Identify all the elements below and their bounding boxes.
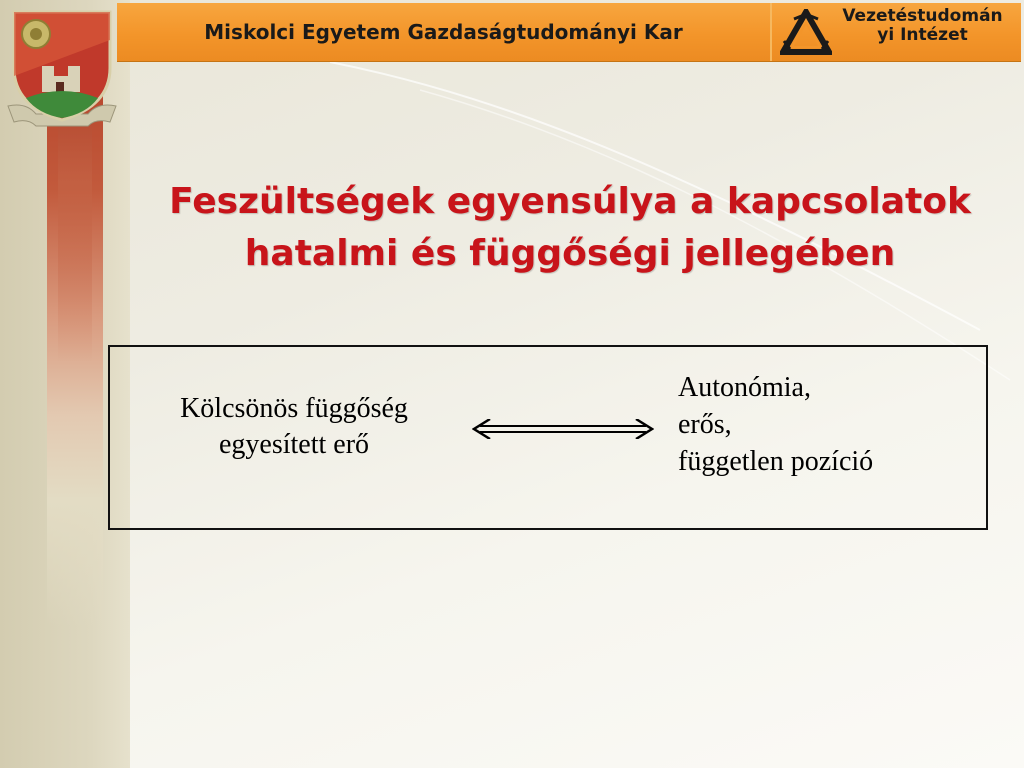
- university-crest-icon: [6, 6, 118, 134]
- department-name: [830, 7, 1015, 45]
- right-concept-line1: Autonómia,: [678, 372, 811, 403]
- faculty-title: Miskolci Egyetem Gazdaságtudományi Kar: [204, 20, 683, 44]
- department-name-line2: yi Intézet: [877, 25, 968, 45]
- right-concept-line3: független pozíció: [678, 446, 874, 477]
- double-arrow-icon: [472, 419, 654, 439]
- department-block: [772, 3, 1021, 61]
- right-concept: [678, 369, 978, 480]
- department-logo-icon: [780, 9, 832, 55]
- slide-title-line2: hatalmi és függőségi jellegében: [244, 233, 896, 274]
- department-name-line1: Vezetéstudomán: [842, 6, 1003, 26]
- left-concept: [120, 391, 468, 463]
- right-concept-line2: erős,: [678, 409, 732, 440]
- header-bar: [117, 3, 1021, 62]
- left-concept-line2: egyesített erő: [218, 429, 370, 460]
- diagram-box: [108, 345, 988, 530]
- left-concept-line1: Kölcsönös függőség: [180, 393, 408, 424]
- slide-title-line1: Feszültségek egyensúlya a kapcsolatok: [169, 181, 971, 222]
- slide-title: [140, 176, 1000, 280]
